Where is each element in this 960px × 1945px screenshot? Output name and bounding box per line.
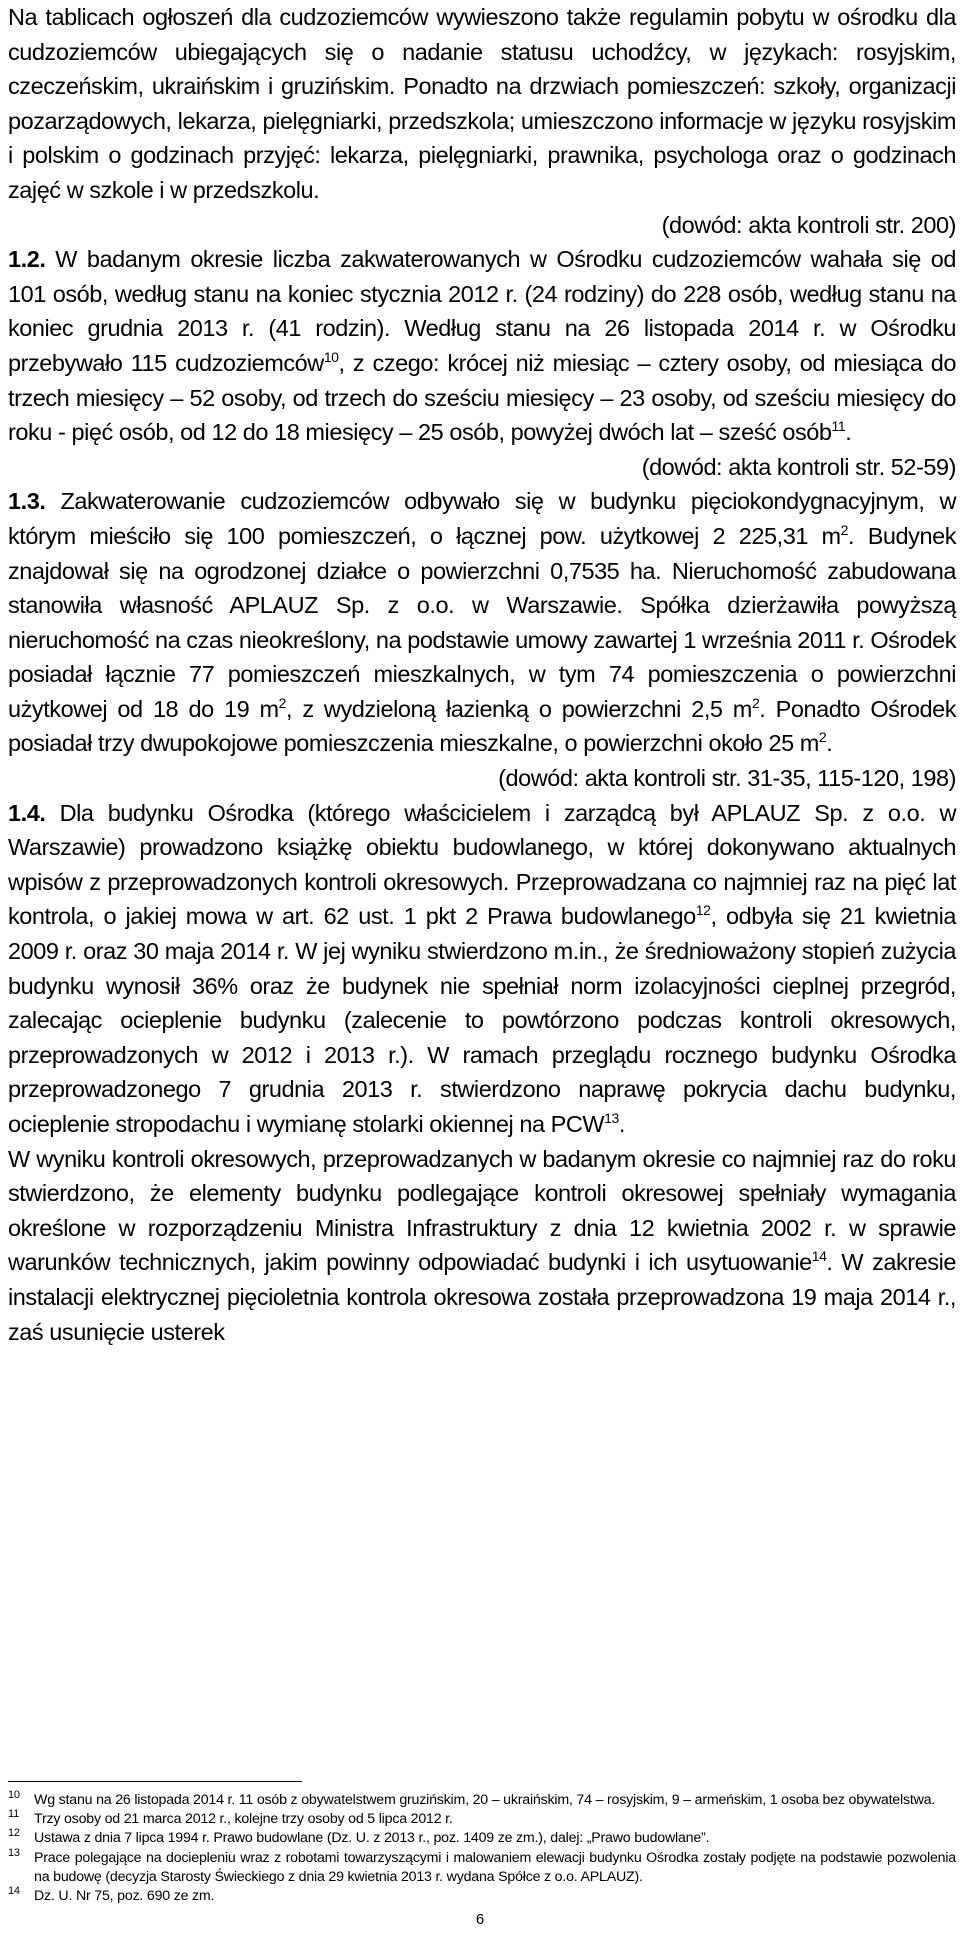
paragraph-text: , odbyła się 21 kwietnia 2009 r. oraz 30 maja 2014 r. W jej wyniku stwierdzono m.in., że średnioważony stopień zużycia budynku wynosił 36% oraz że budynek nie spełniał norm izolacyjności cieplnej przegród, zalecając ocieplenie budynku (zalecenie to powtórzono podczas kontroli okresowych, przeprowadzonych w 2012 i 2013 r.). W ramach przeglądu rocznego budynku Ośrodka przeprowadzonego 7 grudnia 2013 r. stwierdzono naprawę pokrycia dachu budynku, ocieplenie stropodachu i wymianę stolarki okiennej na PCW [8, 903, 956, 1137]
footnote [8, 1810, 956, 1829]
main-text [8, 0, 956, 1349]
footnote [8, 1791, 956, 1810]
footnote-mark: 13 [8, 1846, 20, 1859]
paragraph-periodic-inspections [8, 1142, 956, 1350]
paragraph-1-3 [8, 484, 956, 761]
footnote-text: Ustawa z dnia 7 lipca 1994 r. Prawo budowlane (Dz. U. z 2013 r., poz. 1409 ze zm.), dalej: „Prawo budowlane”. [34, 1830, 710, 1847]
footnote-mark: 11 [8, 1808, 20, 1821]
footnote-ref[interactable]: 10 [323, 348, 339, 365]
footnote-text: Wg stanu na 26 listopada 2014 r. 11 osób z obywatelstwem gruzińskim, 20 – ukraińskim, 74 – rosyjskim, 9 – armeńskim, 1 osoba bez obywatelstwa. [34, 1792, 936, 1808]
paragraph-text: . [845, 419, 852, 446]
paragraph-1-4 [8, 796, 956, 1142]
footnote [8, 1887, 956, 1906]
footnote [8, 1829, 956, 1848]
superscript: 2 [278, 694, 286, 711]
paragraph-text: , z wydzieloną łazienką o powierzchni 2,5 m [285, 695, 752, 722]
paragraph-text: Dla budynku Ośrodka (którego właścicielem i zarządcą był APLAUZ Sp. z o.o. w Warszawie) prowadzono książkę obiektu budowlanego, w której dokonywano aktualnych wpisów z przeprowadzonych kontroli okresowych. Przeprowadzana co najmniej raz na pięć lat kontrola, o jakiej mowa w art. 62 ust. 1 pkt 2 Prawa budowlanego [8, 799, 956, 930]
evidence-reference-0: (dowód: akta kontroli str. 200) [661, 211, 956, 238]
footnote-ref[interactable]: 12 [695, 902, 711, 919]
evidence-reference-1: (dowód: akta kontroli str. 52-59) [641, 453, 956, 480]
footnote [8, 1846, 956, 1887]
footnote-text: Trzy osoby od 21 marca 2012 r., kolejne trzy osoby od 5 lipca 2012 r. [34, 1811, 453, 1828]
superscript: 2 [751, 694, 760, 711]
paragraph-1-2 [8, 242, 956, 450]
paragraph-text: Zakwaterowanie cudzoziemców odbywało się w budynku pięciokondygnacyjnym, w którym mieściło się 100 pomieszczeń, o łącznej pow. użytkowej 2 225,31 m [8, 488, 956, 549]
paragraph-text: . Ponadto Ośrodek posiadał trzy dwupokojowe pomieszczenia mieszkalne, o powierzchni około 25 m [8, 695, 956, 757]
section-number: 1.3. [8, 488, 46, 515]
superscript: 2 [818, 729, 827, 746]
footnote-mark: 10 [8, 1789, 20, 1801]
paragraph-text: . [826, 730, 833, 757]
footnote-ref[interactable]: 11 [831, 418, 846, 435]
paragraph-text: . Budynek znajdował się na ogrodzonej działce o powierzchni 0,7535 ha. Nieruchomość zabudowana stanowiła własność APLAUZ Sp. z o.o. w Warszawie. Spółka dzierżawiła powyższą nieruchomość na czas nieokreślony, na podstawie umowy zawartej 1 września 2011 r. Ośrodek posiadał łącznie 77 pomieszczeń mieszkalnych, w tym 74 pomieszczenia o powierzchni użytkowej od 18 do 19 m [8, 522, 956, 722]
evidence-reference-2: (dowód: akta kontroli str. 31-35, 115-120, 198) [498, 765, 956, 792]
footnote-ref[interactable]: 14 [811, 1248, 827, 1265]
paragraph-text: W badanym okresie liczba zakwaterowanych w Ośrodku cudzoziemców wahała się od 101 osób, według stanu na koniec stycznia 2012 r. (24 rodziny) do 228 osób, według stanu na koniec grudnia 2013 r. (41 rodzin). Według stanu na 26 listopada 2014 r. w Ośrodku przebywało 115 cudzoziemców [8, 246, 956, 376]
footnotes [8, 1791, 956, 1906]
paragraph-text: , z czego: krócej niż miesiąc – cztery osoby, od miesiąca do trzech miesięcy – 52 osoby, od trzech do sześciu miesięcy – 23 osoby, od sześciu miesięcy do roku - pięć osób, od 12 do 18 miesięcy – 25 osób, powyżej dwóch lat – sześć osób [8, 349, 957, 446]
paragraph-text: W wyniku kontroli okresowych, przeprowadzanych w badanym okresie co najmniej raz do roku stwierdzono, że elementy budynku podlegające kontroli okresowej spełniały wymagania określone w rozporządzeniu Ministra Infrastruktury z dnia 12 kwietnia 2002 r. w sprawie warunków technicznych, jakim powinny odpowiadać budynki i ich usytuowanie [8, 1145, 956, 1276]
section-number: 1.4. [8, 799, 46, 826]
footnote-separator [8, 1781, 302, 1782]
footnote-text: Dz. U. Nr 75, poz. 690 ze zm. [34, 1888, 215, 1905]
paragraph-text: . W zakresie instalacji elektrycznej pięcioletnia kontrola okresowa została przeprowadzona 19 maja 2014 r., zaś usunięcie usterek [8, 1249, 956, 1345]
footnote-ref[interactable]: 13 [604, 1110, 619, 1126]
section-number: 1.2. [8, 246, 46, 273]
footnote-mark: 14 [8, 1885, 20, 1898]
paragraph-text: . [618, 1111, 625, 1137]
footnote-text: Prace polegające na dociepleniu wraz z robotami towarzyszącymi i malowaniem elewacji budynku Ośrodka zostały podjęte na podstawie pozwolenia na budowę (decyzja Starosty Świeckiego z dnia 29 kwietnia 2013 r. wydana Spółce z o.o. APLAUZ). [34, 1849, 956, 1885]
footnote-mark: 12 [8, 1827, 20, 1840]
page-number: 6 [475, 1911, 485, 1928]
superscript: 2 [840, 521, 849, 538]
paragraph-0: Na tablicach ogłoszeń dla cudzoziemców wywieszono także regulamin pobytu w ośrodku dla cudzoziemców ubiegających się o nadanie statusu uchodźcy, w językach: rosyjskim, czeczeńskim, ukraińskim i gruzińskim. Ponadto na drzwiach pomieszczeń: szkoły, organizacji pozarządowych, lekarza, pielęgniarki, przedszkola; umieszczono informacje w języku rosyjskim i polskim o godzinach przyjęć: lekarza, pielęgniarki, prawnika, psychologa oraz o godzinach zajęć w szkole i w przedszkolu. [8, 4, 956, 203]
